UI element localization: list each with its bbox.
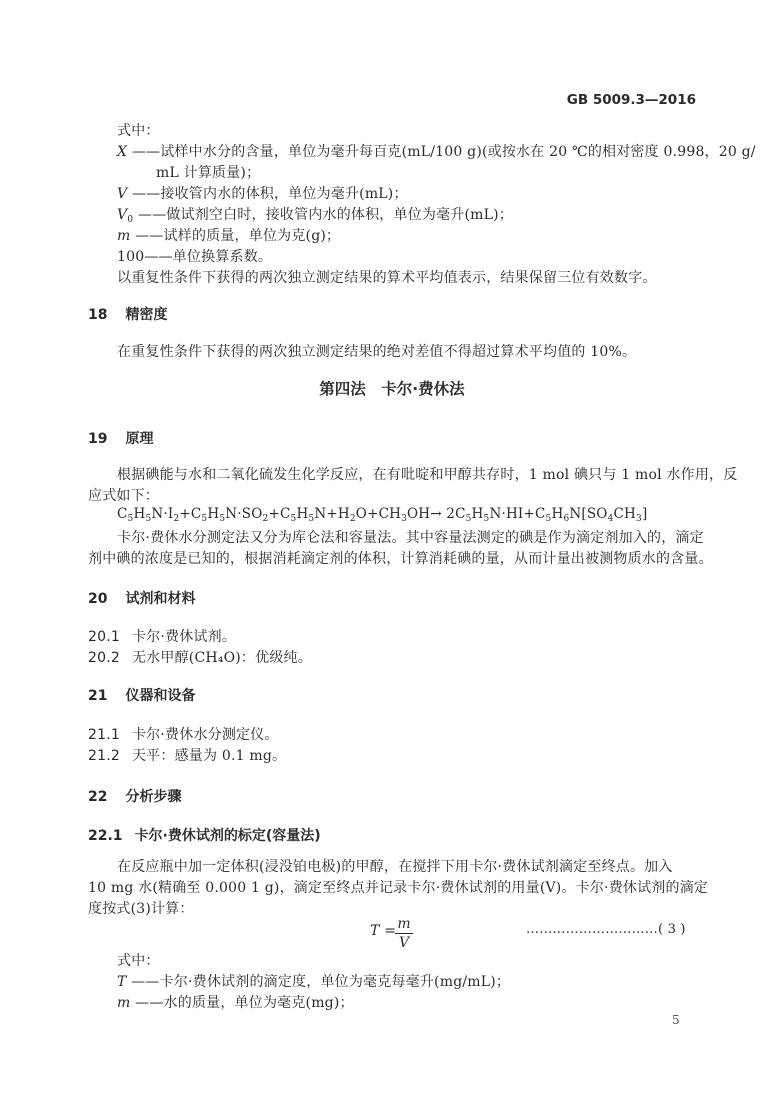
page-number: 5 (672, 1013, 680, 1027)
where-intro: 式中： (117, 123, 160, 139)
formula-denominator: V (398, 935, 410, 951)
section-21-heading: 21 仪器和设备 (88, 688, 196, 704)
where-item-v0: $V_0$ ——做试剂空白时，接收管内水的体积，单位为毫升(mL)； (117, 207, 514, 225)
equation-number: …………………………( 3 ) (526, 922, 686, 937)
result-note: 以重复性条件下获得的两次独立测定结果的算术平均值表示，结果保留三位有效数字。 (117, 270, 657, 286)
section-20-heading: 20 试剂和材料 (88, 591, 196, 607)
instrument-item-1: 21.1 卡尔·费休水分测定仪。 (88, 727, 279, 743)
standard-number: GB 5009.3—2016 (566, 92, 696, 108)
where-item-x: X ——试样中水分的含量，单位为毫升每百克(mL/100 g)(或按水在 20 ℃的相对密度 0.998，20 g/ (117, 144, 756, 160)
principle-line-4: 剂中碘的浓度是已知的，根据消耗滴定剂的体积，计算消耗碘的量，从而计量出被测物质水的含量。 (88, 551, 713, 567)
where-item-m-2: m ——水的质量，单位为毫克(mg)； (117, 995, 354, 1011)
reaction-equation: $C_5H_5N\cdot I_2+C_5H_5N\cdot SO_2+C_5H_5N+H_2O+CH_3OH\to 2C_5H_5N\cdot HI+C_5H_6N[SO_4CH_3]$ (117, 506, 648, 524)
section-22-1-heading: 22.1 卡尔·费休试剂的标定(容量法) (88, 828, 321, 844)
where-item-t: T ——卡尔·费休试剂的滴定度，单位为毫克每毫升(mg/mL)； (117, 974, 511, 990)
principle-line-3: 卡尔·费休水分测定法又分为库仑法和容量法。其中容量法测定的碘是作为滴定剂加入的，滴定 (117, 530, 704, 546)
calibration-line-1: 在反应瓶中加一定体积(浸没铂电极)的甲醇，在搅拌下用卡尔·费休试剂滴定至终点。加入 (117, 859, 673, 875)
reagent-item-1: 20.1 卡尔·费休试剂。 (88, 629, 237, 645)
section-22-heading: 22 分析步骤 (88, 789, 182, 805)
where-intro-2: 式中： (117, 953, 160, 969)
method-4-title: 第四法 卡尔·费休法 (319, 380, 465, 398)
where-item-m: m ——试样的质量，单位为克(g)； (117, 228, 341, 244)
section-18-heading: 18 精密度 (88, 307, 168, 323)
principle-line-2: 应式如下： (88, 488, 159, 504)
formula-numerator: m (397, 916, 411, 932)
reagent-item-2: 20.2 无水甲醇(CH₄O)：优级纯。 (88, 650, 312, 666)
calibration-line-2: 10 mg 水(精确至 0.000 1 g)，滴定至终点并记录卡尔·费休试剂的用量(V)。卡尔·费休试剂的滴定 (88, 880, 709, 896)
principle-line-1: 根据碘能与水和二氧化硫发生化学反应，在有吡啶和甲醇共存时，1 mol 碘只与 1 mol 水作用，反 (117, 467, 738, 483)
section-19-heading: 19 原理 (88, 431, 154, 447)
section-18-text: 在重复性条件下获得的两次独立测定结果的绝对差值不得超过算术平均值的 10%。 (117, 344, 637, 360)
instrument-item-2: 21.2 天平：感量为 0.1 mg。 (88, 748, 287, 764)
where-item-v: V ——接收管内水的体积，单位为毫升(mL)； (117, 186, 408, 202)
where-item-x-cont: mL 计算质量)； (156, 165, 261, 181)
formula-fraction (395, 916, 413, 951)
calibration-line-3: 度按式(3)计算： (88, 901, 194, 917)
formula-lhs: T = (370, 923, 397, 939)
where-item-100: 100——单位换算系数。 (117, 249, 273, 265)
